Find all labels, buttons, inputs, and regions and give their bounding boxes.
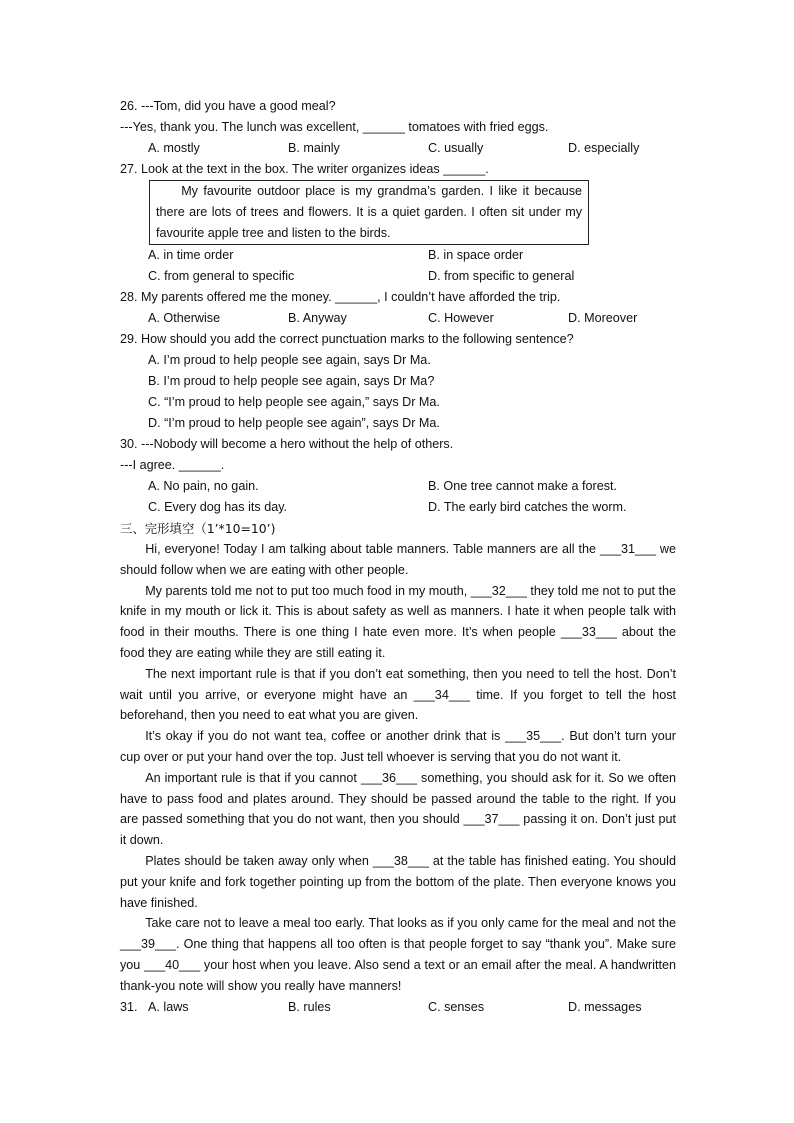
option-c: C. However — [428, 311, 494, 325]
text-box — [149, 180, 589, 245]
option-d: D. especially — [568, 141, 640, 155]
option-d: D. “I’m proud to help people see again”, says Dr Ma. — [148, 416, 440, 430]
option-d: D. from specific to general — [428, 269, 575, 283]
option-a: A. I’m proud to help people see again, says Dr Ma. — [148, 353, 431, 367]
cloze-paragraph: An important rule is that if you cannot ___36___ something, you should ask for it. So we often have to pass food and plates around. They should be passed around the table to the right. If you are passed something that you do not want, then you should ___37___ passing it on. Don’t just put it down. — [120, 770, 676, 848]
question-stem-reply: ---Yes, thank you. The lunch was excellent, ______ tomatoes with fried eggs. — [120, 120, 549, 134]
option-d: D. messages — [568, 999, 642, 1014]
options-row — [120, 497, 676, 518]
option-b: B. I’m proud to help people see again, says Dr Ma? — [148, 374, 435, 388]
question-26 — [120, 96, 676, 159]
cloze-paragraph: My parents told me not to put too much food in my mouth, ___32___ they told me not to put the knife in my mouth or lick it. This is about safety as well as manners. I hate it when people talk with food in their mouths. There is one thing I hate even more. It’s when people ___33___ about the food they are eating while they are still eating it. — [120, 583, 676, 660]
option-a: A. Otherwise — [148, 311, 221, 325]
option-d: D. The early bird catches the worm. — [428, 500, 627, 514]
cloze-paragraph: The next important rule is that if you don’t eat something, then you need to tell the host. Don’t wait until you arrive, or everyone might have an ___34___ time. If you forget to tell the host beforehand, then you need to eat what you are given. — [120, 666, 676, 723]
option-c: C. Every dog has its day. — [148, 500, 288, 514]
option-a: A. laws — [148, 999, 189, 1014]
question-31 — [120, 997, 676, 1018]
option-d: D. Moreover — [568, 311, 638, 325]
option-b: B. One tree cannot make a forest. — [428, 479, 618, 493]
option-b: B. in space order — [428, 248, 524, 262]
options-row — [120, 476, 676, 497]
question-27 — [120, 159, 676, 287]
box-text: My favourite outdoor place is my grandma’s garden. I like it because there are lots of trees and flowers. It is a quiet garden. I often sit under my favourite apple tree and listen to the birds. — [156, 184, 582, 240]
options-row — [120, 266, 676, 287]
question-stem: 28. My parents offered me the money. ______, I couldn’t have afforded the trip. — [120, 290, 561, 304]
question-28 — [120, 287, 676, 329]
option-c: C. senses — [428, 999, 484, 1014]
cloze-section — [120, 518, 676, 997]
question-stem: 26. ---Tom, did you have a good meal? — [120, 99, 336, 113]
option-c: C. from general to specific — [148, 269, 295, 283]
question-stem: 29. How should you add the correct punctuation marks to the following sentence? — [120, 332, 574, 346]
options-row — [120, 245, 676, 266]
cloze-paragraph: Hi, everyone! Today I am talking about table manners. Table manners are all the ___31___ we should follow when we are eating with other people. — [120, 542, 676, 577]
option-b: B. Anyway — [288, 311, 347, 325]
option-a: A. in time order — [148, 248, 234, 262]
question-stem: 27. Look at the text in the box. The writer organizes ideas ______. — [120, 162, 489, 176]
question-29 — [120, 329, 676, 434]
options-row — [120, 138, 676, 159]
question-stem-reply: ---I agree. ______. — [120, 458, 225, 472]
question-number: 31. — [120, 999, 138, 1014]
exam-page — [120, 96, 676, 1018]
option-b: B. rules — [288, 999, 331, 1014]
option-a: A. mostly — [148, 141, 200, 155]
option-c: C. usually — [428, 141, 484, 155]
question-stem: 30. ---Nobody will become a hero without the help of others. — [120, 437, 454, 451]
cloze-paragraph: Take care not to leave a meal too early. That looks as if you only came for the meal and not the ___39___. One thing that happens all too often is that people forget to say “thank you”. Make sure you ___40___ your host when you leave. Also send a text or an email after the meal. A handwritten thank-you note will show you really have manners! — [120, 916, 676, 993]
cloze-paragraph: Plates should be taken away only when ___38___ at the table has finished eating. You should put your knife and fork together pointing up from the bottom of the plate. Then everyone knows you have finished. — [120, 853, 676, 910]
section-title: 三、完形填空（1’*10=10’) — [120, 521, 276, 536]
options-row — [120, 308, 676, 329]
cloze-paragraph: It’s okay if you do not want tea, coffee or another drink that is ___35___. But don’t turn your cup over or put your hand over the top. Just tell whoever is serving that you do not want it. — [120, 729, 676, 764]
option-a: A. No pain, no gain. — [148, 479, 259, 493]
option-c: C. “I’m proud to help people see again,” says Dr Ma. — [148, 395, 440, 409]
question-30 — [120, 434, 676, 518]
option-b: B. mainly — [288, 141, 340, 155]
